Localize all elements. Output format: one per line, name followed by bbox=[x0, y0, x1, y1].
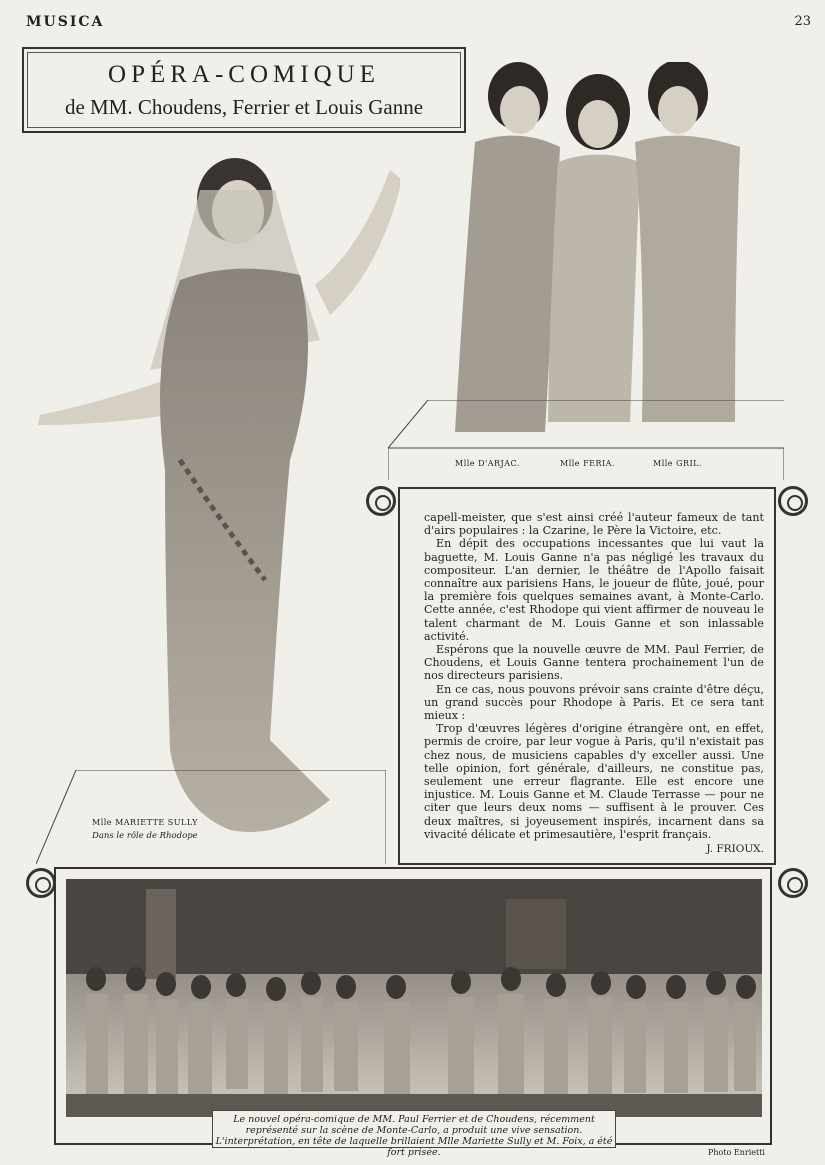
article-paragraph: capell-meister, que s'est ainsi créé l'auteur fameux de tant d'airs populaires : la Czarine, le Père la Victoire, etc. bbox=[424, 511, 764, 538]
sully-figure-illustration bbox=[30, 140, 400, 840]
caption-darjac: Mlle D'ARJAC. bbox=[455, 459, 520, 468]
author-signature: J. FRIOUX. bbox=[706, 843, 764, 856]
article-body bbox=[424, 511, 764, 856]
sully-photo bbox=[30, 140, 400, 840]
running-head: MUSICA bbox=[26, 14, 105, 30]
sully-caption-name: Mlle MARIETTE SULLY bbox=[92, 818, 198, 827]
trio-photo bbox=[430, 62, 770, 442]
caption-feria: Mlle FERIA. bbox=[560, 459, 615, 468]
article-subtitle: de MM. Choudens, Ferrier et Louis Ganne bbox=[64, 95, 424, 119]
scroll-ornament bbox=[778, 486, 808, 516]
article-paragraph: En ce cas, nous pouvons prévoir sans crainte d'être déçu, un grand succès pour Rhodope à Paris. Et ce sera tant mieux : bbox=[424, 682, 764, 723]
darjac-figure bbox=[455, 62, 560, 432]
article-title: OPÉRA-COMIQUE bbox=[108, 61, 380, 88]
sully-pedestal bbox=[36, 770, 386, 864]
page-number: 23 bbox=[794, 14, 811, 29]
sully-caption-role: Dans le rôle de Rhodope bbox=[92, 831, 198, 841]
stage-cast-illustration bbox=[66, 879, 762, 1117]
article-text-box bbox=[398, 487, 776, 865]
scroll-ornament bbox=[366, 486, 396, 516]
article-paragraph: En dépit des occupations incessantes que lui vaut la baguette, M. Louis Ganne n'a pas négligé les travaux du compositeur. L'an dernier, le théâtre de l'Apollo faisait connaître aux parisiens Hans, le joueur de flûte, joué, pour la première fois quelques semaines avant, à Monte-Carlo. Cette année, c'est Rhodope qui vient affirmer de nouveau le talent charmant de M. Louis Ganne et son inlassable activité. bbox=[424, 537, 764, 643]
stage-photo bbox=[66, 879, 762, 1117]
photo-credit: Photo Enrietti bbox=[707, 1148, 765, 1157]
gril-figure bbox=[635, 62, 740, 422]
title-box bbox=[22, 47, 466, 133]
article-paragraph: Espérons que la nouvelle œuvre de MM. Paul Ferrier, de Choudens, et Louis Ganne tentera prochainement l'un de nos directeurs parisiens. bbox=[424, 643, 764, 683]
caption-gril: Mlle GRIL. bbox=[653, 459, 703, 468]
stage-photo-caption: Le nouvel opéra-comique de MM. Paul Ferrier et de Choudens, récemment représenté sur la scène de Monte-Carlo, a produit une vive sensation. L'interprétation, en tête de laquelle brillaient Mlle Mariette Sully et M. Foix, a été fort prisée. bbox=[212, 1110, 616, 1148]
scroll-ornament bbox=[26, 868, 56, 898]
trio-pedestal bbox=[388, 400, 784, 480]
scroll-ornament bbox=[778, 868, 808, 898]
feria-figure bbox=[548, 74, 640, 422]
article-paragraph: Trop d'œuvres légères d'origine étrangère ont, en effet, permis de croire, par leur vogue à Paris, qu'il n'existait pas chez nous, de musiciens capables d'y exceller aussi. Une telle opinion, fort générale, d'ailleurs, ne constitue pas, seulement une erreur flagrante. Elle est encore une injustice. M. Louis Ganne et M. Claude Terrasse — pour ne citer que leurs deux noms — suffisent à le prouver. Ces deux maîtres, si joyeusement inspirés, incarnent dans sa vivacité délicate et primesautière, l'esprit français. bbox=[424, 722, 764, 841]
